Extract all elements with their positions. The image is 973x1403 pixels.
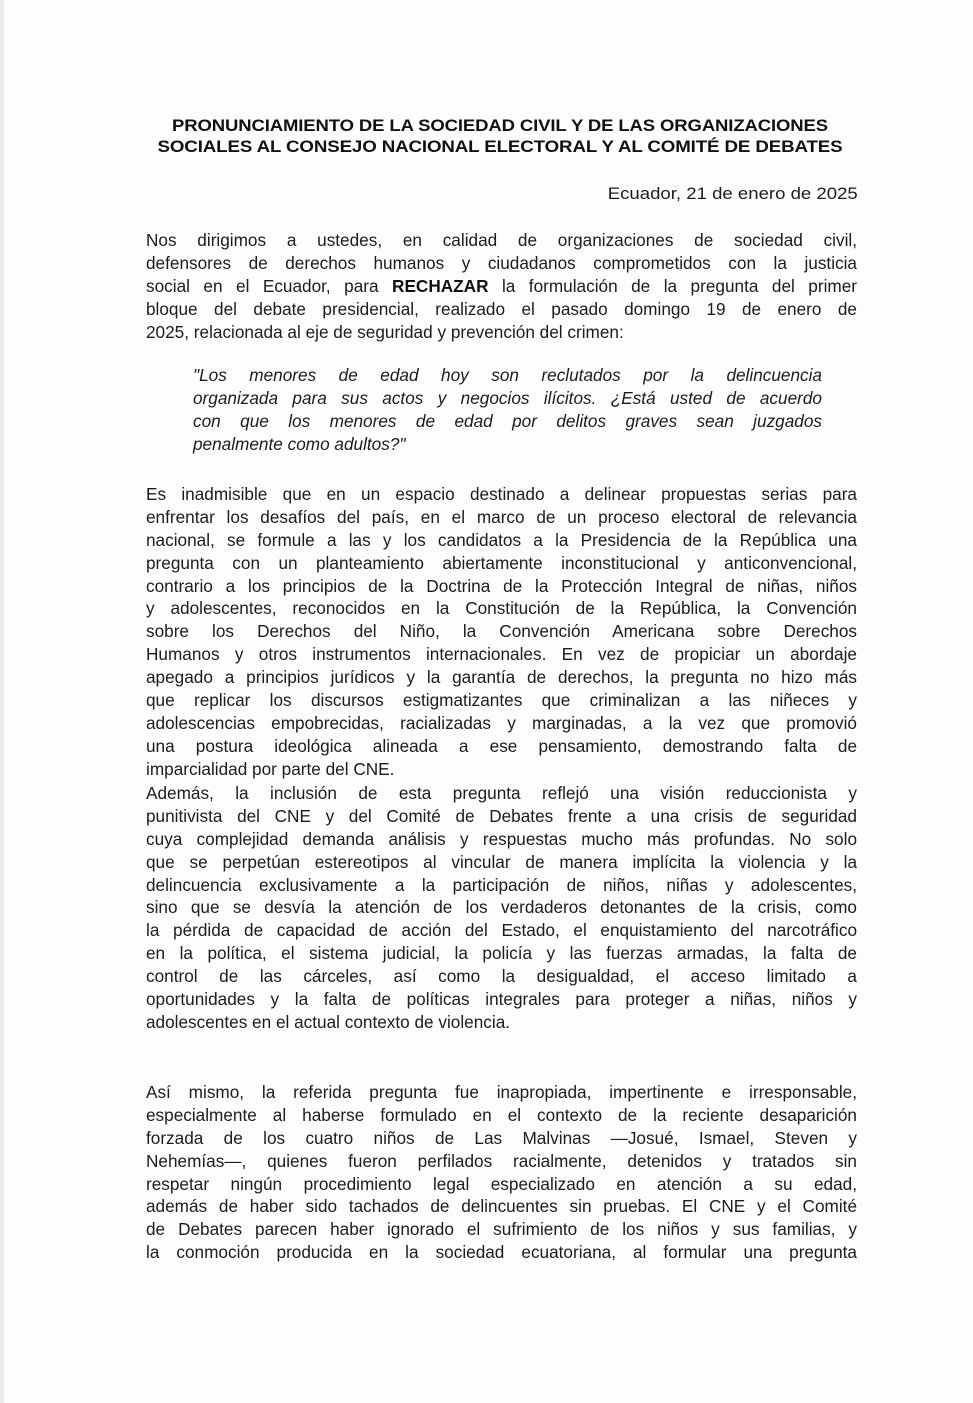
paragraph-line: cuya complejidad demanda análisis y respuestas mucho más profundas. No solo — [146, 828, 857, 849]
paragraph-line: respetar ningún procedimiento legal especializado en atención a su edad, — [146, 1173, 857, 1194]
paragraph-asi-mismo — [146, 1081, 857, 1264]
document-date: Ecuador, 21 de enero de 2025 — [607, 184, 858, 203]
text-segment: social en el Ecuador, para — [146, 275, 393, 296]
paragraph-line: la conmoción producida en la sociedad ecuatoriana, al formular una pregunta — [146, 1242, 857, 1263]
paragraph-line: 2025, relacionada al eje de seguridad y prevención del crimen: — [146, 321, 624, 342]
paragraph-line: imparcialidad por parte del CNE. — [146, 758, 395, 779]
paragraph-line: Nos dirigimos a ustedes, en calidad de organizaciones de sociedad civil, — [146, 230, 857, 250]
quote-line: organizada para sus actos y negocios ilícitos. ¿Está usted de acuerdo — [193, 388, 822, 408]
paragraph-line: que se perpetúan estereotipos al vincular de manera implícita la violencia y la — [146, 851, 857, 872]
quote-line: con que los menores de edad por delitos graves sean juzgados — [193, 411, 822, 431]
paragraph-line: que replicar los discursos estigmatizantes que criminalizan a las niñeces y — [146, 690, 857, 711]
paragraph-line: delincuencia exclusivamente a la participación de niños, niñas y adolescentes, — [146, 874, 857, 895]
paragraph-line: oportunidades y la falta de políticas integrales para proteger a niñas, niños y — [146, 989, 857, 1010]
paragraph-line: Además, la inclusión de esta pregunta reflejó una visión reduccionista y — [146, 783, 857, 803]
paragraph-line: especialmente al haberse formulado en el contexto de la reciente desaparición — [146, 1104, 857, 1125]
paragraph-line: punitivista del CNE y del Comité de Debates frente a una crisis de seguridad — [146, 805, 857, 826]
paragraph-line: nacional, se formule a las y los candidatos a la Presidencia de la República una — [146, 529, 857, 550]
paragraph-line: sino que se desvía la atención de los verdaderos detonantes de la crisis, como — [146, 897, 857, 918]
paragraph-line: enfrentar los desafíos del país, en el marco de un proceso electoral de relevancia — [146, 506, 857, 527]
paragraph-line: Nehemías—, quienes fueron perfilados racialmente, detenidos y tratados sin — [146, 1150, 857, 1171]
paragraph-line: adolescencias empobrecidas, racializadas y marginadas, a la vez que promovió — [146, 712, 857, 733]
paragraph-line: de Debates parecen haber ignorado el sufrimiento de los niños y sus familias, y — [146, 1219, 857, 1240]
paragraph-line: en la política, el sistema judicial, la policía y las fuerzas armadas, la falta de — [146, 943, 857, 964]
paragraph-line: sobre los Derechos del Niño, la Convención Americana sobre Derechos — [146, 621, 857, 642]
paragraph-line-with-emphasis — [146, 275, 857, 298]
paragraph-line: Es inadmisible que en un espacio destinado a delinear propuestas serias para — [146, 484, 857, 504]
text-segment: la formulación de la pregunta del primer — [488, 275, 857, 296]
paragraph-line: contrario a los principios de la Doctrina de la Protección Integral de niñas, niños — [146, 575, 857, 596]
rechazar-emphasis: RECHAZAR — [392, 275, 489, 296]
paragraph-inadmisible — [146, 483, 857, 781]
paragraph-line: Humanos y otros instrumentos internacionales. En vez de propiciar un abordaje — [146, 644, 857, 665]
paragraph-line: además de haber sido tachados de delincuentes sin pruebas. El CNE y el Comité — [146, 1196, 857, 1217]
paragraph-ademas — [146, 782, 857, 1034]
paragraph-line: y adolescentes, reconocidos en la Constitución de la República, la Convención — [146, 598, 857, 619]
paragraph-line: Así mismo, la referida pregunta fue inapropiada, impertinente e irresponsable, — [146, 1082, 857, 1102]
title-line-1: PRONUNCIAMIENTO DE LA SOCIEDAD CIVIL Y DE LAS ORGANIZACIONES — [171, 117, 828, 135]
paragraph-line: una postura ideológica alineada a ese pensamiento, demostrando falta de — [146, 735, 857, 756]
paragraph-line: control de las cárceles, así como la desigualdad, el acceso limitado a — [146, 966, 857, 987]
paragraph-line: defensores de derechos humanos y ciudadanos comprometidos con la justicia — [146, 252, 857, 273]
debate-question-quote — [193, 364, 822, 456]
document-title — [140, 116, 860, 158]
paragraph-line: apegado a principios jurídicos y la garantía de derechos, la pregunta no hizo más — [146, 667, 857, 688]
paragraph-intro — [146, 229, 857, 343]
paragraph-line: forzada de los cuatro niños de Las Malvinas —Josué, Ismael, Steven y — [146, 1127, 857, 1148]
quote-line: "Los menores de edad hoy son reclutados por la delincuencia — [193, 365, 822, 385]
quote-line: penalmente como adultos?" — [193, 434, 406, 454]
paragraph-line: adolescentes en el actual contexto de violencia. — [146, 1011, 511, 1032]
title-line-2: SOCIALES AL CONSEJO NACIONAL ELECTORAL Y AL COMITÉ DE DEBATES — [157, 138, 843, 156]
paragraph-line: pregunta con un planteamiento abiertamente inconstitucional y anticonvencional, — [146, 552, 857, 573]
paragraph-line: la pérdida de capacidad de acción del Estado, el enquistamiento del narcotráfico — [146, 920, 857, 941]
paragraph-line: bloque del debate presidencial, realizado el pasado domingo 19 de enero de — [146, 298, 857, 319]
